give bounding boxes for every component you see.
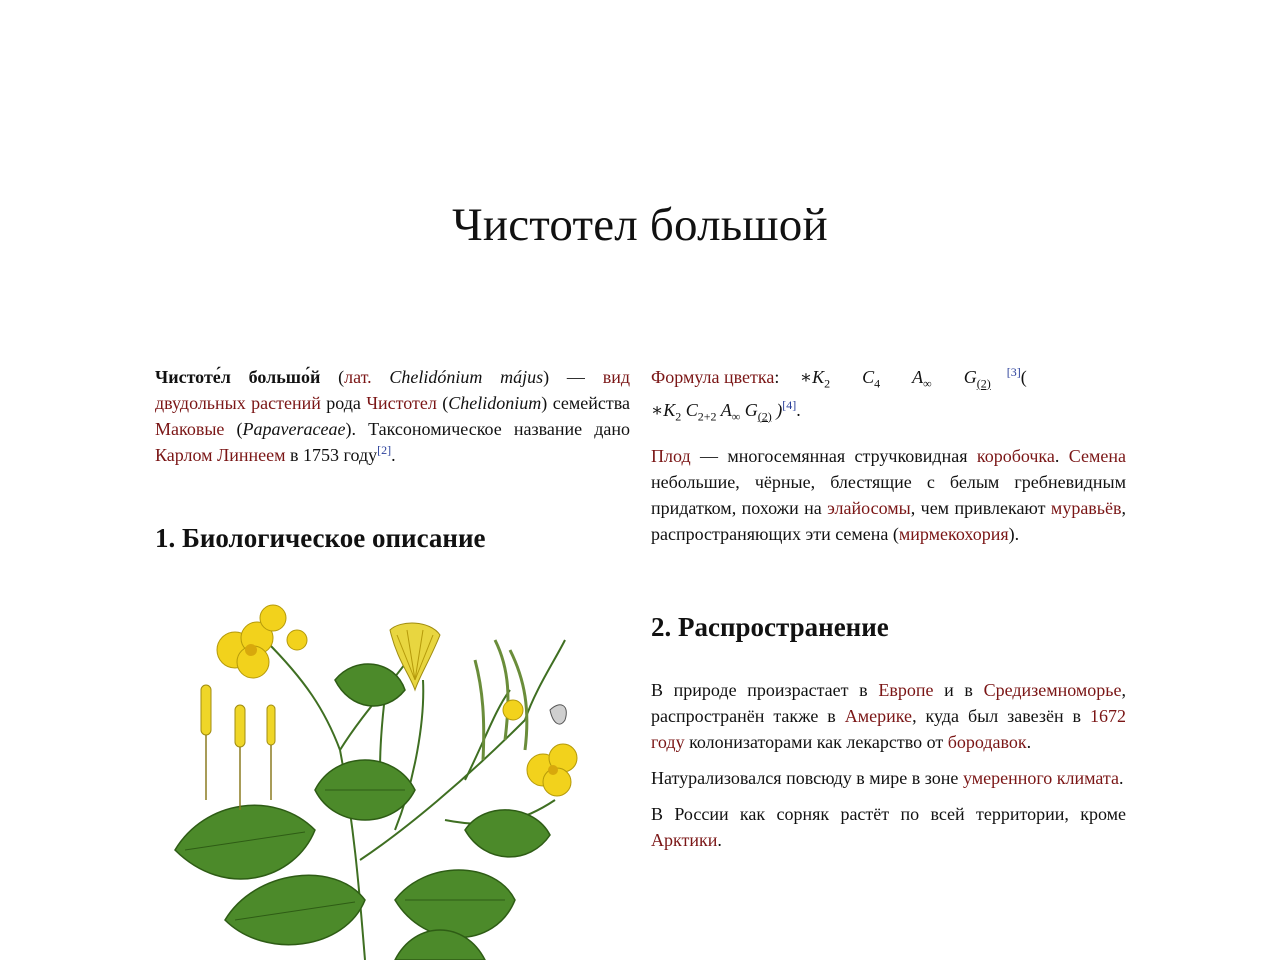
right-column bbox=[651, 364, 1126, 547]
citation-4[interactable]: [4] bbox=[782, 397, 797, 412]
fruit-paragraph: Плод — многосемянная стручковидная коробочка. Семена небольшие, чёрные, блестящие с белым гребневидным придатком, похожи на элайосомы, чем привлекают муравьёв, распространяющих эти семена (мирмекохория). bbox=[651, 446, 1126, 545]
link-linnaeus[interactable]: Карлом Линнеем bbox=[155, 445, 286, 465]
species-name: Чистоте́л большо́й bbox=[155, 367, 321, 387]
link-arctic[interactable]: Арктики bbox=[651, 830, 718, 850]
link-family[interactable]: Маковые bbox=[155, 419, 225, 439]
link-genus[interactable]: Чистотел bbox=[366, 393, 437, 413]
distribution-paragraph-3: В России как сорняк растёт по всей территории, кроме Арктики. bbox=[651, 804, 1126, 850]
link-dicots[interactable]: двудольных растений bbox=[155, 393, 321, 413]
flower-formula: Формула цветка: $∗K_2$ $C_4$ $A_\infty$ $G_{(2)}[3]$( $∗K_2$ $C_{2+2}$ $A_\infty$ $G_{(2)}$ )[4]. bbox=[651, 365, 1027, 424]
link-capsule[interactable]: коробочка bbox=[976, 446, 1055, 467]
link-mediterranean[interactable]: Средиземноморье bbox=[983, 680, 1122, 700]
link-ants[interactable]: муравьёв bbox=[1050, 498, 1122, 519]
link-latin[interactable]: лат. bbox=[344, 367, 372, 387]
link-vid[interactable]: вид bbox=[602, 367, 630, 387]
link-flower-formula[interactable]: Формула цветка bbox=[651, 367, 775, 387]
link-myrmecochory[interactable]: мирмекохория bbox=[898, 524, 1009, 545]
section-heading-biology: 1. Биологическое описание bbox=[155, 523, 486, 553]
citation-2[interactable]: [2] bbox=[377, 443, 392, 457]
scientific-name: Chelidónium május bbox=[389, 367, 544, 387]
link-america[interactable]: Америке bbox=[844, 706, 913, 726]
distribution-paragraph-1: В природе произрастает в Европе и в Средиземноморье, распространён также в Америке, куда был завезён в 1672 году колонизаторами как лекарство от бородавок. bbox=[651, 680, 1126, 752]
link-elaiosome[interactable]: элайосомы bbox=[827, 498, 911, 519]
formula-expression: $∗K_2$ $C_4$ $A_\infty$ $G_{(2)}$ bbox=[799, 367, 991, 391]
link-seeds[interactable]: Семена bbox=[1068, 446, 1126, 467]
link-europe[interactable]: Европе bbox=[878, 680, 934, 700]
genus-latin: Chelidonium bbox=[448, 393, 542, 413]
section-heading-distribution: 2. Распространение bbox=[651, 612, 889, 642]
distribution-text bbox=[651, 677, 1126, 853]
family-latin: Papaveraceae bbox=[242, 419, 346, 439]
citation-3[interactable]: [3] bbox=[1006, 365, 1021, 379]
link-1672[interactable]: 1672 году bbox=[651, 706, 1126, 752]
intro-paragraph: Чистоте́л большо́й (лат. Chelidónium május) — вид двудольных растений рода Чистотел (Chelidonium) семейства Маковые (Papaveraceae). Таксономическое название дано Карлом Линнеем в 1753 году[2]. bbox=[155, 367, 631, 465]
distribution-paragraph-2: Натурализовался повсюду в мире в зоне умеренного климата. bbox=[651, 768, 1124, 788]
celandine-illustration bbox=[165, 600, 585, 960]
formula-expression-2: $∗K_2$ $C_{2+2}$ $A_\infty$ $G_{(2)}$ ) bbox=[651, 399, 783, 424]
left-column bbox=[155, 364, 630, 468]
link-fruit[interactable]: Плод bbox=[651, 446, 691, 467]
link-warts[interactable]: бородавок bbox=[947, 732, 1027, 752]
page-title: Чистотел большой bbox=[452, 199, 828, 251]
link-temperate-climate[interactable]: умеренного климата bbox=[962, 768, 1119, 788]
